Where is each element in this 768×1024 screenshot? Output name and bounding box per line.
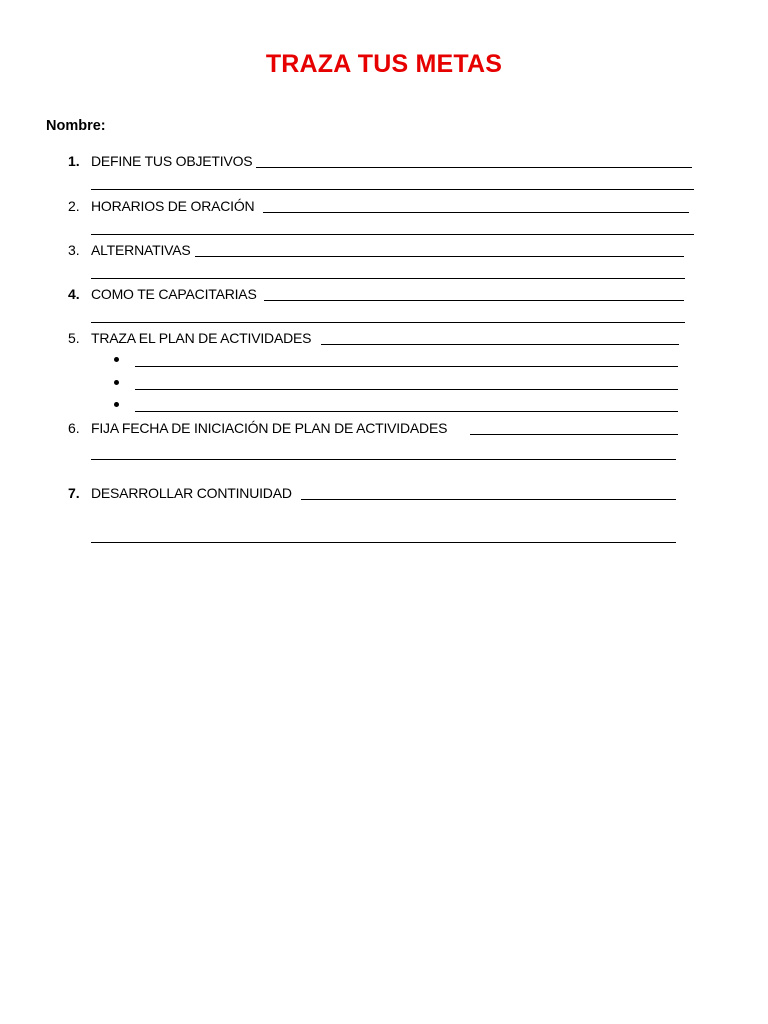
answer-line[interactable] (470, 434, 678, 435)
item-number: 1. (68, 153, 80, 169)
bullet-icon (114, 402, 119, 407)
answer-line[interactable] (321, 344, 679, 345)
item-label: DESARROLLAR CONTINUIDAD (91, 485, 292, 501)
answer-line[interactable] (264, 300, 684, 301)
answer-line[interactable] (135, 366, 678, 367)
answer-line[interactable] (91, 322, 685, 323)
bullet-icon (114, 380, 119, 385)
answer-line[interactable] (135, 411, 678, 412)
answer-line[interactable] (91, 278, 685, 279)
page-title: TRAZA TUS METAS (265, 50, 503, 78)
item-number: 7. (68, 485, 80, 501)
name-label: Nombre: (46, 118, 106, 134)
answer-line[interactable] (91, 459, 676, 460)
answer-line[interactable] (91, 234, 694, 235)
item-label: HORARIOS DE ORACIÓN (91, 198, 255, 214)
item-number: 6. (68, 420, 80, 436)
item-number: 2. (68, 198, 80, 214)
item-number: 5. (68, 330, 80, 346)
item-number: 4. (68, 286, 80, 302)
answer-line[interactable] (195, 256, 684, 257)
item-label: FIJA FECHA DE INICIACIÓN DE PLAN DE ACTIVIDADES (91, 420, 448, 436)
answer-line[interactable] (263, 212, 689, 213)
item-label: TRAZA EL PLAN DE ACTIVIDADES (91, 330, 312, 346)
bullet-icon (114, 357, 119, 362)
answer-line[interactable] (301, 499, 676, 500)
answer-line[interactable] (256, 167, 692, 168)
item-number: 3. (68, 242, 80, 258)
answer-line[interactable] (135, 389, 678, 390)
item-label: COMO TE CAPACITARIAS (91, 286, 257, 302)
item-label: ALTERNATIVAS (91, 242, 191, 258)
answer-line[interactable] (91, 189, 694, 190)
item-label: DEFINE TUS OBJETIVOS (91, 153, 253, 169)
answer-line[interactable] (91, 542, 676, 543)
